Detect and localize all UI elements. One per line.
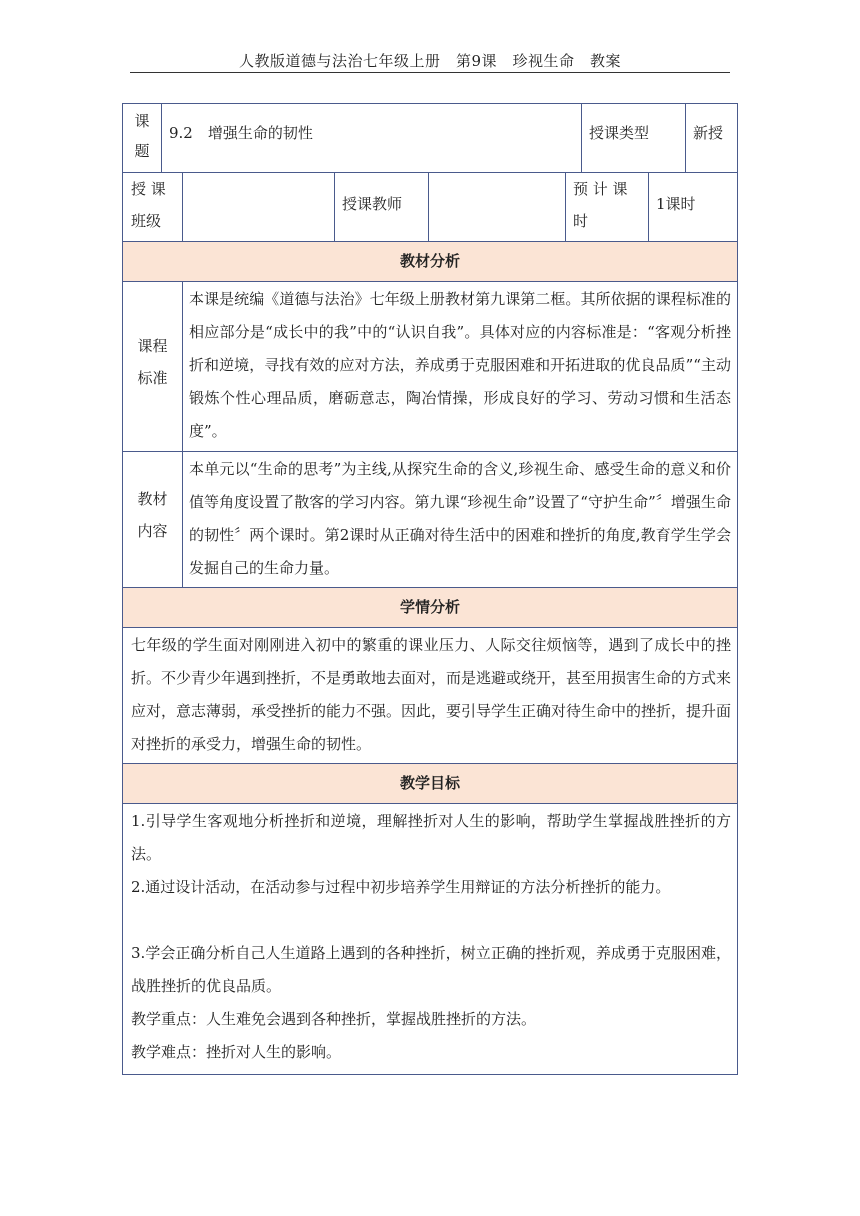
row-divider [123,803,737,804]
students-text: 七年级的学生面对刚刚进入初中的繁重的课业压力、人际交往烦恼等，遇到了成长中的挫折。不少青少年遇到挫折，不是勇敢地去面对，而是逃避或绕开，甚至用损害生命的方式来应对，意志薄弱，承受挫折的能力不强。因此，要引导学生正确对待生命中的挫折，提升面对挫折的承受力，增强生命的韧性。 [131,636,732,753]
row-divider [123,451,737,452]
teacher-label: 授课教师 [342,195,403,213]
lesson-type-value: 新授 [693,124,724,142]
lesson-type-label: 授课类型 [589,124,650,142]
section-title-students: 学情分析 [399,598,460,616]
row-divider [123,763,737,764]
col-divider [685,104,686,172]
col-divider [334,172,335,241]
content-text: 本单元以“生命的思考”为主线,从探究生命的含义,珍视生命、感受生命的意义和价值等角度设置了散客的学习内容。第九课“珍视生命”设置了“守护生命”〞增强生命的韧性〞两个课时。第2课时从正确对待生活中的困难和挫折的角度,教育学生学会发掘自己的生命力量。 [189,460,731,577]
key-point: 教学重点：人生难免会遇到各种挫折，掌握战胜挫折的方法。 [131,1010,537,1028]
row-divider [123,241,737,242]
curriculum-text: 本课是统编《道德与法治》七年级上册教材第九课第二框。其所依据的课程标准的相应部分是“成长中的我”中的“认识自我”。具体对应的内容标准是：“客观分析挫折和逆境，寻找有效的应对方法，养成勇于克服困难和开拓进取的优良品质”“主动锻炼个性心理品质，磨砺意志，陶冶情操，形成良好的学习、劳动习惯和生活态度”。 [189,290,731,440]
curriculum-label: 课程 标准 [137,337,168,387]
section-title-textbook: 教材分析 [399,252,460,270]
header-rule [130,72,730,73]
page-header: 人教版道德与法治七年级上册 第9课 珍视生命 教案 [238,52,622,70]
goal-item-1: 1.引导学生客观地分析挫折和逆境，理解挫折对人生的影响，帮助学生掌握战胜挫折的方法。 [131,812,731,863]
hours-value: 1课时 [656,195,696,213]
col-divider [182,281,183,587]
col-divider [581,104,582,172]
lesson-plan-table [122,103,738,1075]
col-divider [565,172,566,241]
class-label: 授 课 班级 [131,180,166,230]
goal-item-2: 2.通过设计活动，在活动参与过程中初步培养学生用辩证的方法分析挫折的能力。 [131,878,671,896]
col-divider [161,104,162,172]
difficulty-point: 教学难点：挫折对人生的影响。 [131,1043,342,1061]
row-divider [123,587,737,588]
topic-value: 9.2 增强生命的韧性 [169,124,313,142]
goal-item-3: 3.学会正确分析自己人生道路上遇到的各种挫折，树立正确的挫折观，养成勇于克服困难，战胜挫折的优良品质。 [131,944,731,995]
row-divider [123,627,737,628]
section-title-goals: 教学目标 [399,774,460,792]
col-divider [428,172,429,241]
col-divider [648,172,649,241]
content-label: 教材 内容 [137,490,168,540]
row-divider [123,281,737,282]
hours-label: 预 计 课 时 [573,180,628,230]
topic-label: 课 题 [134,112,150,160]
